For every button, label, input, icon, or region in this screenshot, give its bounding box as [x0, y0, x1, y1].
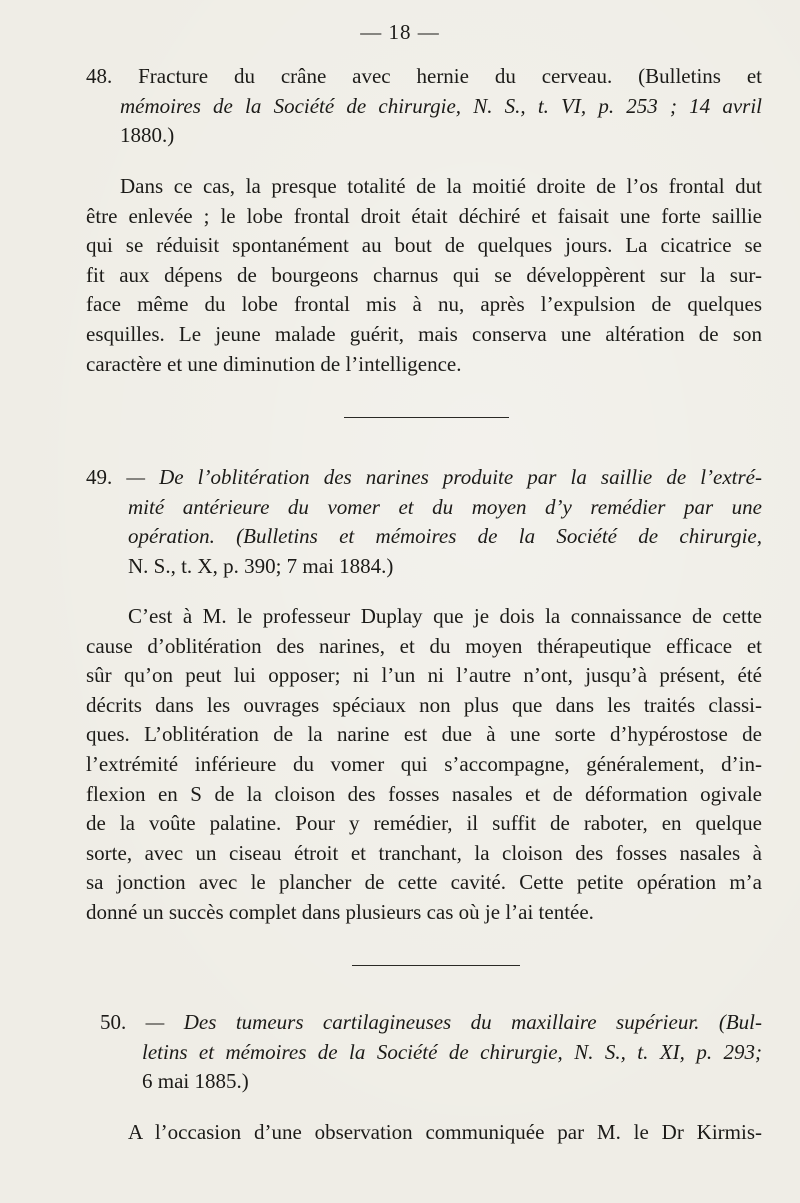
section-divider — [344, 417, 509, 418]
entry-50-citation: 6 mai 1885.) — [142, 1069, 249, 1093]
page-number: — 18 — — [360, 20, 440, 44]
entry-49-body-line-3: sûr qu’on peut lui opposer; ni l’un ni l’autre n’ont, jusqu’à présent, été — [86, 663, 762, 688]
entry-49-body-line-4: décrits dans les ouvrages spéciaux non plus que dans les traités classi- — [86, 692, 762, 717]
entry-48-number: 48. — [86, 64, 113, 88]
entry-48-citation-1: (Bulletins et — [638, 64, 762, 88]
entry-49-citation: N. S., t. X, p. 390; 7 mai 1884.) — [128, 553, 394, 578]
entry-49-body-line-9: sorte, avec un ciseau étroit et tranchant, la cloison des fosses nasales à — [86, 840, 762, 865]
entry-48-body-line-4: fit aux dépens de bourgeons charnus qui se développèrent sur la sur- — [86, 262, 762, 287]
entry-49-title-1: — De l’oblitération des narines produite par la saillie de l’extré- — [126, 465, 763, 489]
entry-49-number: 49. — [86, 465, 113, 489]
entry-48-body-line-2: être enlevée ; le lobe frontal droit était déchiré et faisait une forte saillie — [86, 203, 762, 228]
entry-50-title-2: letins et mémoires de la Société de chirurgie, N. S., t. XI, p. 293; — [142, 1039, 762, 1064]
entry-50-heading-line-1 — [100, 1008, 762, 1038]
entry-49-body-line-10: sa jonction avec le plancher de cette cavité. Cette petite opération m’a — [86, 870, 762, 895]
entry-48-citation-3: 1880.) — [120, 123, 175, 147]
entry-49-body-line-2: cause d’oblitération des narines, et du moyen thérapeutique efficace et — [86, 633, 762, 658]
entry-48-body — [86, 172, 762, 379]
entry-48-body-line-7: caractère et une diminution de l’intelligence. — [86, 351, 462, 376]
entry-49-body-line-11: donné un succès complet dans plusieurs cas où je l’ai tentée. — [86, 899, 594, 924]
entry-48-title: Fracture du crâne avec hernie du cerveau. — [138, 64, 613, 88]
entry-48-heading-line-1 — [86, 62, 762, 92]
entry-50-title-1: — Des tumeurs cartilagineuses du maxillaire supérieur. (Bul- — [145, 1010, 762, 1034]
entry-49-body-line-1: C’est à M. le professeur Duplay que je dois la connaissance de cette — [128, 604, 762, 628]
entry-49-body-line-5: ques. L’oblitération de la narine est due à une sorte d’hypérostose de — [86, 722, 762, 747]
entry-50-body-line-1: A l’occasion d’une observation communiquée par M. le Dr Kirmis- — [128, 1120, 762, 1144]
entry-49-body-line-8: de la voûte palatine. Pour y remédier, il suffit de raboter, en quelque — [86, 811, 762, 836]
entry-50-heading — [100, 1008, 762, 1097]
entry-49-body-line-7: flexion en S de la cloison des fosses nasales et de déformation ogivale — [86, 781, 762, 806]
section-divider-2 — [352, 965, 520, 966]
entry-50-body — [86, 1118, 762, 1148]
entry-48-body-line-5: face même du lobe frontal mis à nu, après l’expulsion de quelques — [86, 292, 762, 317]
entry-49-heading-line-1 — [86, 463, 762, 493]
entry-49-body — [86, 602, 762, 928]
entry-50-number: 50. — [100, 1010, 127, 1034]
entry-48-body-line-1: Dans ce cas, la presque totalité de la moitié droite de l’os frontal dut — [120, 174, 762, 198]
entry-48-body-line-6: esquilles. Le jeune malade guérit, mais conserva une altération de son — [86, 321, 762, 346]
entry-48-body-line-3: qui se réduisit spontanément au bout de quelques jours. La cicatrice se — [86, 233, 762, 258]
entry-49-heading — [86, 463, 762, 581]
entry-49-title-3: opération. (Bulletins et mémoires de la Société de chirurgie, — [128, 524, 762, 548]
entry-49-body-line-6: l’extrémité inférieure du vomer qui s’accompagne, généralement, d’in- — [86, 751, 762, 776]
entry-49-title-2: mité antérieure du vomer et du moyen d’y remédier par une — [128, 494, 762, 519]
entry-48-heading — [86, 62, 762, 151]
entry-48-citation-2: mémoires de la Société de chirurgie, N. S., t. VI, p. 253 ; 14 avril — [120, 93, 762, 118]
